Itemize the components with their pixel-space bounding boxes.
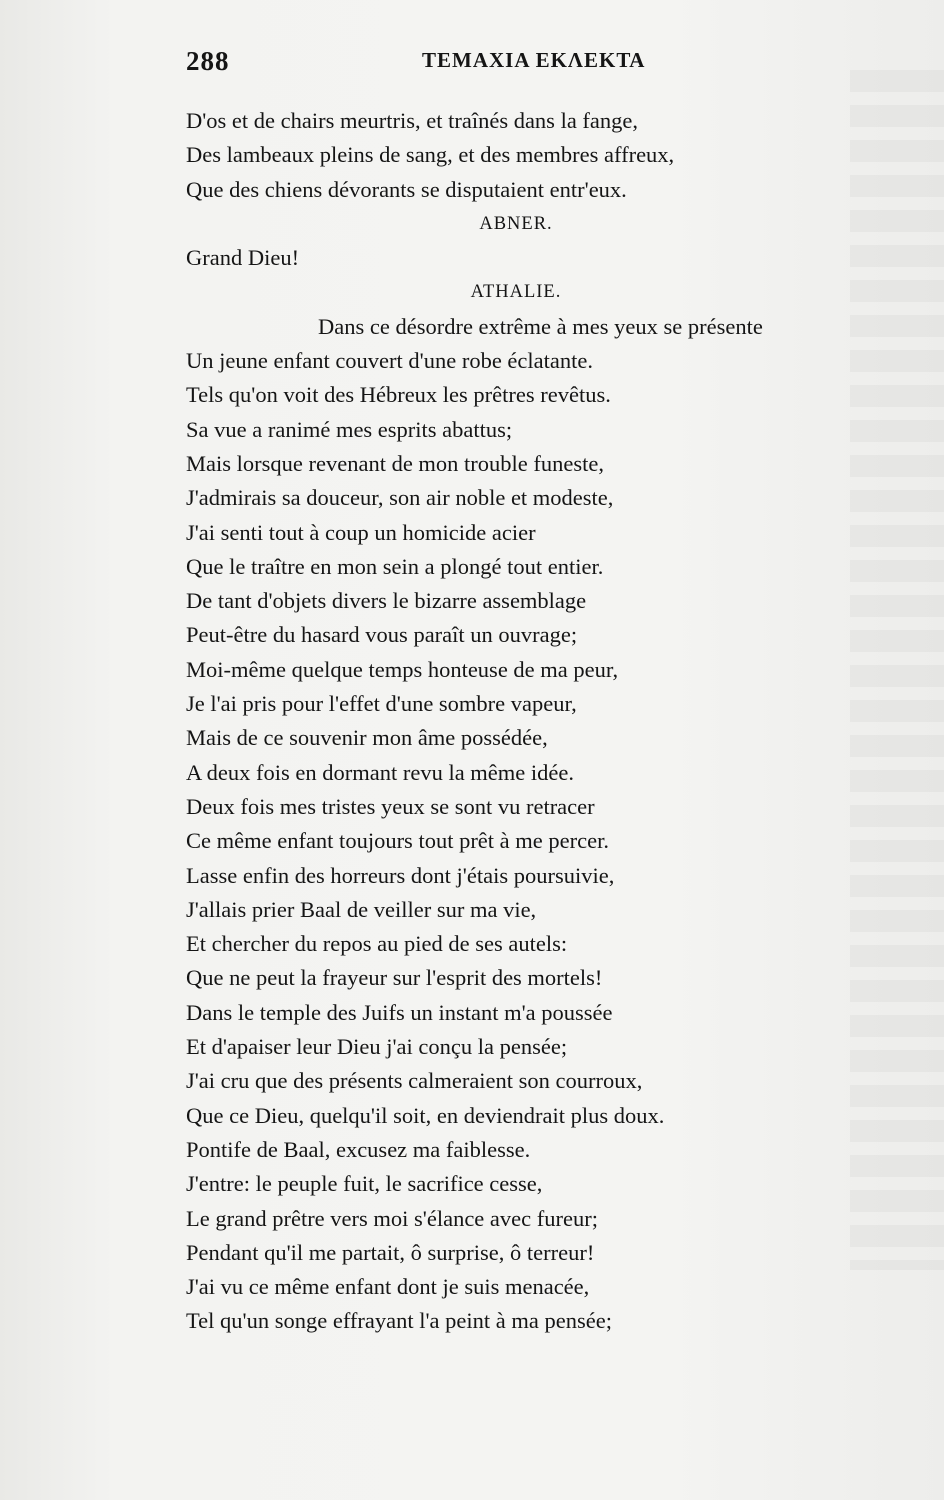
- verse-line: Tels qu'on voit des Hébreux les prêtres revêtus.: [186, 382, 611, 408]
- verse-line: Que ce Dieu, quelqu'il soit, en deviendrait plus doux.: [186, 1102, 665, 1128]
- speaker-name: ATHALIE.: [470, 282, 562, 303]
- verse-line: Sa vue a ranimé mes esprits abattus;: [186, 416, 513, 442]
- verse-line: Mais de ce souvenir mon âme possédée,: [186, 725, 548, 751]
- verse-line: J'ai vu ce même enfant dont je suis menacée,: [186, 1274, 590, 1300]
- verse-line: Mais lorsque revenant de mon trouble funeste,: [186, 450, 605, 476]
- verse-line: Je l'ai pris pour l'effet d'une sombre vapeur,: [186, 691, 577, 717]
- verse-line: J'ai cru que des présents calmeraient son courroux,: [186, 1068, 643, 1094]
- verse-line: Le grand prêtre vers moi s'élance avec fureur;: [186, 1205, 598, 1231]
- verse-line: Lasse enfin des horreurs dont j'étais poursuivie,: [186, 862, 615, 888]
- verse-line: Un jeune enfant couvert d'une robe éclatante.: [186, 348, 593, 374]
- verse-line: Deux fois mes tristes yeux se sont vu retracer: [186, 793, 595, 819]
- verse-line: J'allais prier Baal de veiller sur ma vie,: [186, 896, 537, 922]
- verse-line: J'ai senti tout à coup un homicide acier: [186, 519, 536, 545]
- speaker-name: ABNER.: [479, 213, 553, 234]
- running-title: ΤΕΜΑΧΙΑ ΕΚΛΕΚΤΑ: [422, 48, 646, 72]
- verse-line: Que le traître en mon sein a plongé tout entier.: [186, 553, 604, 579]
- verse-line: D'os et de chairs meurtris, et traînés dans la fange,: [186, 108, 639, 133]
- verse-line: Et chercher du repos au pied de ses autels:: [186, 931, 568, 957]
- verse-line: Et d'apaiser leur Dieu j'ai conçu la pensée;: [186, 1034, 568, 1060]
- verse-line: Ce même enfant toujours tout prêt à me percer.: [186, 828, 609, 854]
- page-header: [186, 46, 646, 76]
- verse-line: Que ne peut la frayeur sur l'esprit des mortels!: [186, 965, 603, 991]
- verse-line: Moi-même quelque temps honteuse de ma peur,: [186, 656, 619, 682]
- verse-line: Peut-être du hasard vous paraît un ouvrage;: [186, 622, 578, 648]
- verse-line: De tant d'objets divers le bizarre assemblage: [186, 588, 587, 614]
- verse-line: Dans ce désordre extrême à mes yeux se présente: [318, 313, 763, 339]
- verse-line: Que des chiens dévorants se disputaient entr'eux.: [186, 176, 627, 202]
- verse-line: Grand Dieu!: [186, 245, 300, 271]
- verse-line: J'admirais sa douceur, son air noble et modeste,: [186, 485, 614, 511]
- verse-line: Pontife de Baal, excusez ma faiblesse.: [186, 1136, 531, 1162]
- verse-line: Pendant qu'il me partait, ô surprise, ô terreur!: [186, 1239, 595, 1265]
- verse-line: A deux fois en dormant revu la même idée.: [186, 759, 575, 785]
- verse-line: Des lambeaux pleins de sang, et des membres affreux,: [186, 142, 675, 168]
- verse-line: Tel qu'un songe effrayant l'a peint à ma pensée;: [186, 1308, 612, 1334]
- verse-line: Dans le temple des Juifs un instant m'a poussée: [186, 999, 613, 1025]
- page-number: 288: [186, 46, 230, 76]
- verse-line: J'entre: le peuple fuit, le sacrifice cesse,: [186, 1171, 543, 1197]
- verse-text: [186, 104, 866, 1339]
